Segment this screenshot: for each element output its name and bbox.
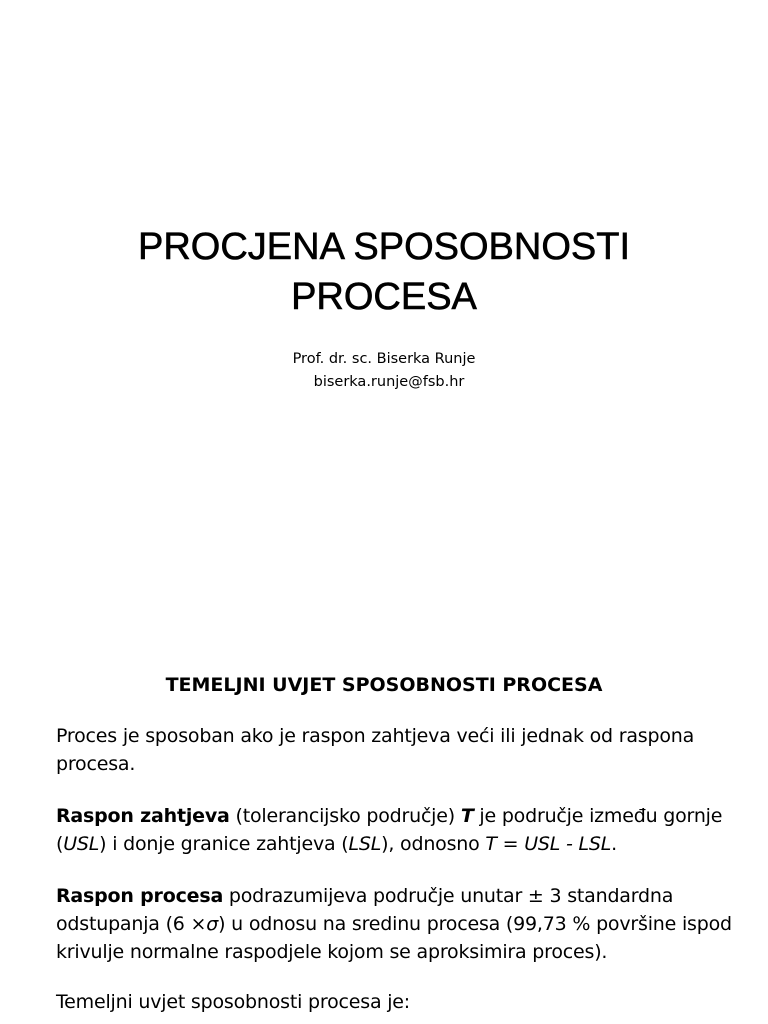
term-requirement-range: Raspon zahtjeva — [56, 805, 230, 827]
sigma-symbol: σ — [206, 913, 219, 935]
symbol-t: T — [460, 805, 474, 827]
text-segment: (tolerancijsko područje) — [229, 805, 461, 827]
text-segment: podrazumijeva područje unutar ± 3 standardna odstupanja (6 × — [56, 885, 674, 935]
text-segment: je područje između gornje ( — [56, 805, 723, 855]
paragraph-capability-condition: Proces je sposoban ako je raspon zahtjeva veći ili jednak od raspona procesa. — [56, 725, 695, 775]
author-email: biserka.runje@fsb.hr — [313, 374, 465, 390]
abbr-lsl: LSL — [348, 833, 382, 855]
author-name: Prof. dr. sc. Biserka Runje — [292, 351, 476, 367]
author-block — [0, 348, 768, 394]
text-segment: ) i donje granice zahtjeva ( — [99, 833, 349, 855]
text-segment: ), odnosno — [381, 833, 486, 855]
term-process-range: Raspon procesa — [56, 885, 224, 907]
text-segment: . — [611, 833, 617, 855]
text-segment: ) u odnosu na sredinu procesa (99,73 % površine ispod krivulje normalne raspodjele kojom se aproksimira proces). — [56, 913, 732, 963]
presentation-title — [0, 222, 768, 322]
title-line-1: PROCJENA SPOSOBNOSTI — [138, 226, 630, 268]
paragraph-process-range — [56, 882, 736, 966]
content-slide — [0, 660, 768, 1024]
paragraph-basic-condition: Temeljni uvjet sposobnosti procesa je: — [56, 991, 410, 1013]
abbr-usl: USL — [63, 833, 100, 855]
slide-heading: TEMELJNI UVJET SPOSOBNOSTI PROCESA — [165, 674, 603, 696]
paragraph-requirement-range — [56, 802, 736, 858]
title-line-2: PROCESA — [291, 276, 477, 318]
formula: T = USL - LSL — [485, 833, 612, 855]
